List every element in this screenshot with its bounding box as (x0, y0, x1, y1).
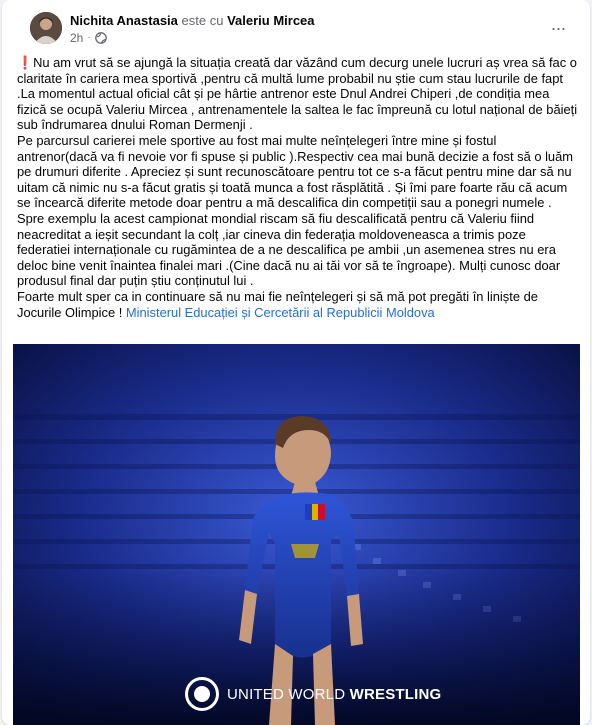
uww-logo (185, 674, 441, 714)
uww-emblem-icon (185, 677, 219, 711)
post-text (17, 55, 579, 320)
post-meta (70, 31, 107, 45)
author-line (70, 13, 315, 29)
avatar-image (30, 12, 62, 44)
paragraph: Spre exemplu la acest campionat mondial riscam să fiu descalificată pentru că Valeriu fiind neacreditat a ieșit secundant la colț ,iar cineva din federația moldoveneasca a trimis poze federatiei internaționale cu rugămintea de a ne descalifica pe ambii ,un asemenea stres nu era deloc bine venit înaintea finalei mari .(Cine dacă nu ai tăi vor să te îngroape). Mulți cunosc doar produsul final dar puțin știu conținutul lui . (17, 210, 561, 289)
post-header (14, 10, 580, 46)
post-photo[interactable] (13, 344, 580, 725)
wrestler-photo (13, 344, 580, 725)
paragraph (17, 289, 579, 320)
paragraph-text: Nu am vrut să se ajungă la situația creată dar văzând cum decurg unele lucruri aș vrea să fac o claritate în cariera mea sportivă ,pentru că multă lume probabil nu știe cum stau lucrurile de fapt .La momentul actual oficial cât și pe hârtie antrenor este Dnul Andrei Chiperi ,de condiția mea fizică se ocupă Valeriu Mircea , antrenamentele la saltea le fac împreună cu lotul național de băieți sub îndrumarea dnului Roman Dermenji . (17, 55, 578, 133)
globe-icon[interactable] (95, 32, 107, 44)
uww-logo-text (227, 686, 441, 703)
warning-icon: ❗ (17, 55, 34, 70)
paragraph: Pe parcursul carierei mele sportive au fost mai multe neînțelegeri între mine și fostul antrenor(dacă va fi nevoie vor fi spuse și public ).Respectiv cea mai bună decizie a fost să o luăm pe drumuri diferite . Apreciez și sunt recunoscătoare pentru tot ce s-a făcut pentru mine dar să nu uitam că nimic nu s-a făcut gratis și toată munca a fost răsplătită . Și îmi pare foarte rău că acum se încearcă diferite metode doar pentru a mă descalifica din competiții sau a ponegri numele . (17, 132, 574, 211)
author-name[interactable]: Nichita Anastasia (70, 13, 178, 28)
uww-logo-bold: WRESTLING (349, 685, 442, 703)
with-text: este cu (181, 13, 224, 28)
mention-link[interactable]: Ministerul Educației și Cercetării al Republicii Moldova (125, 304, 435, 320)
paragraph-text: Foarte mult sper ca in continuare să nu mai fie neînțelegeri și să mă pot pregăti în liniște de Jocurile Olimpice ! (17, 288, 538, 320)
meta-separator: · (87, 32, 91, 43)
post-time[interactable]: 2h (70, 31, 84, 45)
avatar[interactable] (30, 12, 62, 44)
more-dots-icon: ··· (550, 18, 566, 38)
paragraph (17, 55, 579, 133)
tagged-person[interactable]: Valeriu Mircea (227, 13, 315, 28)
more-options-button[interactable] (546, 16, 570, 40)
post-card (2, 0, 590, 725)
uww-logo-light: UNITED WORLD (227, 685, 346, 703)
